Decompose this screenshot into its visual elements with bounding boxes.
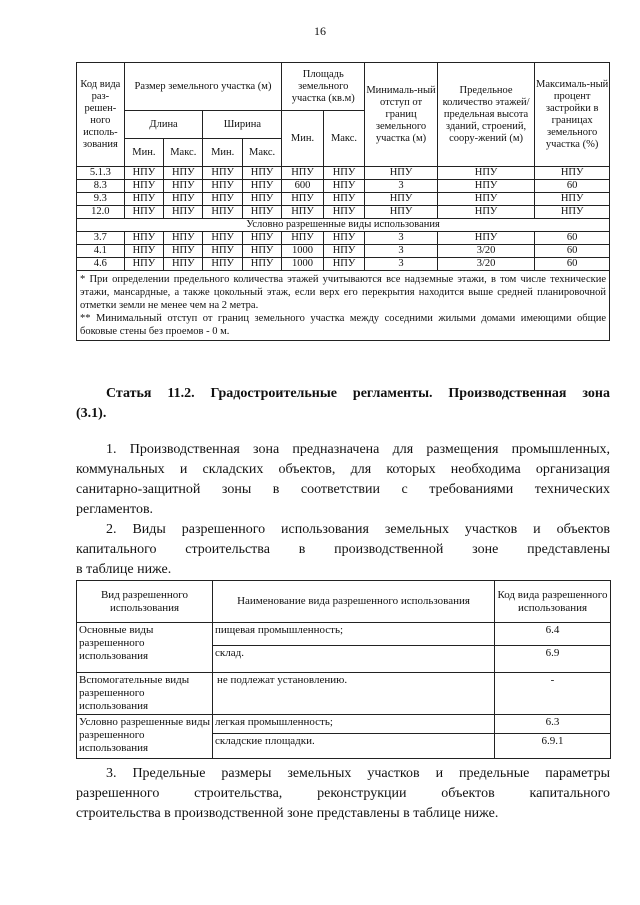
table-row xyxy=(77,167,610,180)
table-cell: НПУ xyxy=(164,206,203,219)
table-cell: НПУ xyxy=(323,206,364,219)
permitted-uses-table xyxy=(76,580,611,759)
header-size: Размер земельного участка (м) xyxy=(124,63,282,111)
table-cell: 4.6 xyxy=(77,258,125,271)
table-cell: НПУ xyxy=(365,206,438,219)
table-cell: 3/20 xyxy=(437,245,534,258)
table-cell: НПУ xyxy=(203,193,242,206)
header-coverage: Максималь-ный процент застройки в границах земельного участка (%) xyxy=(535,63,610,167)
table-cell: 4.1 xyxy=(77,245,125,258)
article-heading-line: (3.1). xyxy=(76,406,107,421)
text-line: капитального строительства в производственной зоне представлены xyxy=(76,542,610,557)
use-code: 6.4 xyxy=(495,623,611,646)
table-cell: 3.7 xyxy=(77,232,125,245)
paragraph-3 xyxy=(76,764,610,824)
text-line: разрешенного строительства, реконструкции объектов капитального xyxy=(76,786,610,801)
table-cell: НПУ xyxy=(164,167,203,180)
table-cell: 3 xyxy=(365,180,438,193)
table-cell: НПУ xyxy=(124,206,163,219)
header-length-max: Макс. xyxy=(164,139,203,167)
table-cell: НПУ xyxy=(365,167,438,180)
table-cell: 3 xyxy=(365,232,438,245)
article-heading-line: Статья 11.2. Градостроительные регламенты. Производственная зона xyxy=(106,386,610,401)
use-name: не подлежат установлению. xyxy=(213,673,495,715)
table-cell: 1000 xyxy=(282,245,323,258)
table-cell: НПУ xyxy=(242,180,281,193)
group-label: Условно разрешенные виды разрешенного использования xyxy=(77,715,213,759)
paragraph-2 xyxy=(76,520,610,580)
table-cell: 60 xyxy=(535,258,610,271)
text-line: в таблице ниже. xyxy=(76,562,172,577)
table-cell: НПУ xyxy=(203,167,242,180)
table-cell: НПУ xyxy=(203,232,242,245)
table-row xyxy=(77,623,611,646)
table-cell: НПУ xyxy=(535,193,610,206)
table-cell: НПУ xyxy=(203,245,242,258)
text-line: 2. Виды разрешенного использования земельных участков и объектов xyxy=(106,522,610,537)
table-cell: НПУ xyxy=(323,167,364,180)
header-use-type: Вид разрешенного использования xyxy=(77,581,213,623)
table-cell: НПУ xyxy=(124,180,163,193)
table-cell: НПУ xyxy=(437,193,534,206)
table-cell: НПУ xyxy=(323,258,364,271)
text-line: регламентов. xyxy=(76,502,154,517)
footnote-floors: * При определении предельного количества этажей учитываются все надземные этажи, в том числе технические этажи, мансардные, а также цокольный этаж, если верх его перекрытия находится выше средней планировочной отметки земли не менее чем на 2 метра. xyxy=(80,274,606,311)
use-name: склад. xyxy=(213,646,495,673)
table-cell: НПУ xyxy=(124,245,163,258)
section-row xyxy=(77,219,610,232)
table-row xyxy=(77,206,610,219)
header-code: Код вида раз-решен-ного исполь-зования xyxy=(77,63,125,167)
use-name: легкая промышленность; xyxy=(213,715,495,734)
table-cell: НПУ xyxy=(437,206,534,219)
text-line: коммунальных и складских объектов, для которых необходима организация xyxy=(76,462,610,477)
header-area: Площадь земельного участка (кв.м) xyxy=(282,63,365,111)
use-code: 6.9 xyxy=(495,646,611,673)
table-cell: НПУ xyxy=(242,232,281,245)
table-cell: НПУ xyxy=(124,258,163,271)
table-cell: НПУ xyxy=(242,206,281,219)
table-cell: НПУ xyxy=(437,232,534,245)
use-name: складские площадки. xyxy=(213,734,495,759)
group-label: Вспомогательные виды разрешенного использования xyxy=(77,673,213,715)
table-cell: НПУ xyxy=(323,180,364,193)
table-cell: НПУ xyxy=(535,206,610,219)
header-width-min: Мин. xyxy=(203,139,242,167)
article-heading xyxy=(76,384,610,424)
header-use-code: Код вида разрешенного использования xyxy=(495,581,611,623)
table-row xyxy=(77,258,610,271)
table-cell: НПУ xyxy=(282,167,323,180)
table-row xyxy=(77,715,611,734)
table-cell: 60 xyxy=(535,180,610,193)
header-width-max: Макс. xyxy=(242,139,281,167)
table-cell: НПУ xyxy=(323,232,364,245)
table-cell: 1000 xyxy=(282,258,323,271)
header-length: Длина xyxy=(124,111,203,139)
table-cell: НПУ xyxy=(242,245,281,258)
table-cell: 3 xyxy=(365,258,438,271)
table-cell: НПУ xyxy=(242,167,281,180)
table-cell: НПУ xyxy=(124,232,163,245)
table-cell: НПУ xyxy=(203,258,242,271)
table-row xyxy=(77,232,610,245)
table-row xyxy=(77,245,610,258)
table-cell: НПУ xyxy=(437,167,534,180)
footnote-setback: ** Минимальный отступ от границ земельного участка между соседними жилыми домами имеющими общие боковые стены без проемов - 0 м. xyxy=(80,313,606,337)
text-line: 3. Предельные размеры земельных участков и предельные параметры xyxy=(106,766,610,781)
table-cell: НПУ xyxy=(323,245,364,258)
table-cell: НПУ xyxy=(242,258,281,271)
text-line: 1. Производственная зона предназначена для размещения промышленных, xyxy=(106,442,610,457)
table-cell: НПУ xyxy=(323,193,364,206)
header-area-min: Мин. xyxy=(282,111,323,167)
header-floors: Предельное количество этажей/ предельная высота зданий, строений, соору-жений (м) xyxy=(437,63,534,167)
table-cell: 600 xyxy=(282,180,323,193)
table-cell: 8.3 xyxy=(77,180,125,193)
table-cell: НПУ xyxy=(164,258,203,271)
table-cell: НПУ xyxy=(437,180,534,193)
header-width: Ширина xyxy=(203,111,282,139)
table-cell: НПУ xyxy=(282,193,323,206)
table-row xyxy=(77,180,610,193)
text-line: строительства в производственной зоне представлены в таблице ниже. xyxy=(76,806,499,821)
table-cell: НПУ xyxy=(124,167,163,180)
header-length-min: Мин. xyxy=(124,139,163,167)
use-name: пищевая промышленность; xyxy=(213,623,495,646)
table-cell: 60 xyxy=(535,245,610,258)
table-cell: НПУ xyxy=(242,193,281,206)
table-cell: 3/20 xyxy=(437,258,534,271)
table-cell: НПУ xyxy=(365,193,438,206)
table-cell: НПУ xyxy=(164,180,203,193)
table-cell: 60 xyxy=(535,232,610,245)
section-label: Условно разрешенные виды использования xyxy=(77,219,610,232)
notes-cell xyxy=(77,271,610,341)
table-cell: 12.0 xyxy=(77,206,125,219)
paragraph-1 xyxy=(76,440,610,520)
group-label: Основные виды разрешенного использования xyxy=(77,623,213,673)
table-row xyxy=(77,193,610,206)
header-setback: Минималь-ный отступ от границ земельного участка (м) xyxy=(365,63,438,167)
table-cell: НПУ xyxy=(164,245,203,258)
table-cell: НПУ xyxy=(164,232,203,245)
table-cell: 9.3 xyxy=(77,193,125,206)
notes-row xyxy=(77,271,610,341)
table-cell: НПУ xyxy=(124,193,163,206)
table-row xyxy=(77,673,611,715)
use-code: - xyxy=(495,673,611,715)
header-use-name: Наименование вида разрешенного использования xyxy=(213,581,495,623)
header-area-max: Макс. xyxy=(323,111,364,167)
table-cell: НПУ xyxy=(282,232,323,245)
parameters-table xyxy=(76,62,610,341)
page-number: 16 xyxy=(314,24,326,38)
table-cell: НПУ xyxy=(203,206,242,219)
table-cell: 5.1.3 xyxy=(77,167,125,180)
table-cell: НПУ xyxy=(282,206,323,219)
table-cell: 3 xyxy=(365,245,438,258)
table-cell: НПУ xyxy=(203,180,242,193)
table-cell: НПУ xyxy=(535,167,610,180)
use-code: 6.3 xyxy=(495,715,611,734)
table-cell: НПУ xyxy=(164,193,203,206)
text-line: санитарно-защитной зоны в соответствии с требованиями технических xyxy=(76,482,610,497)
use-code: 6.9.1 xyxy=(495,734,611,759)
